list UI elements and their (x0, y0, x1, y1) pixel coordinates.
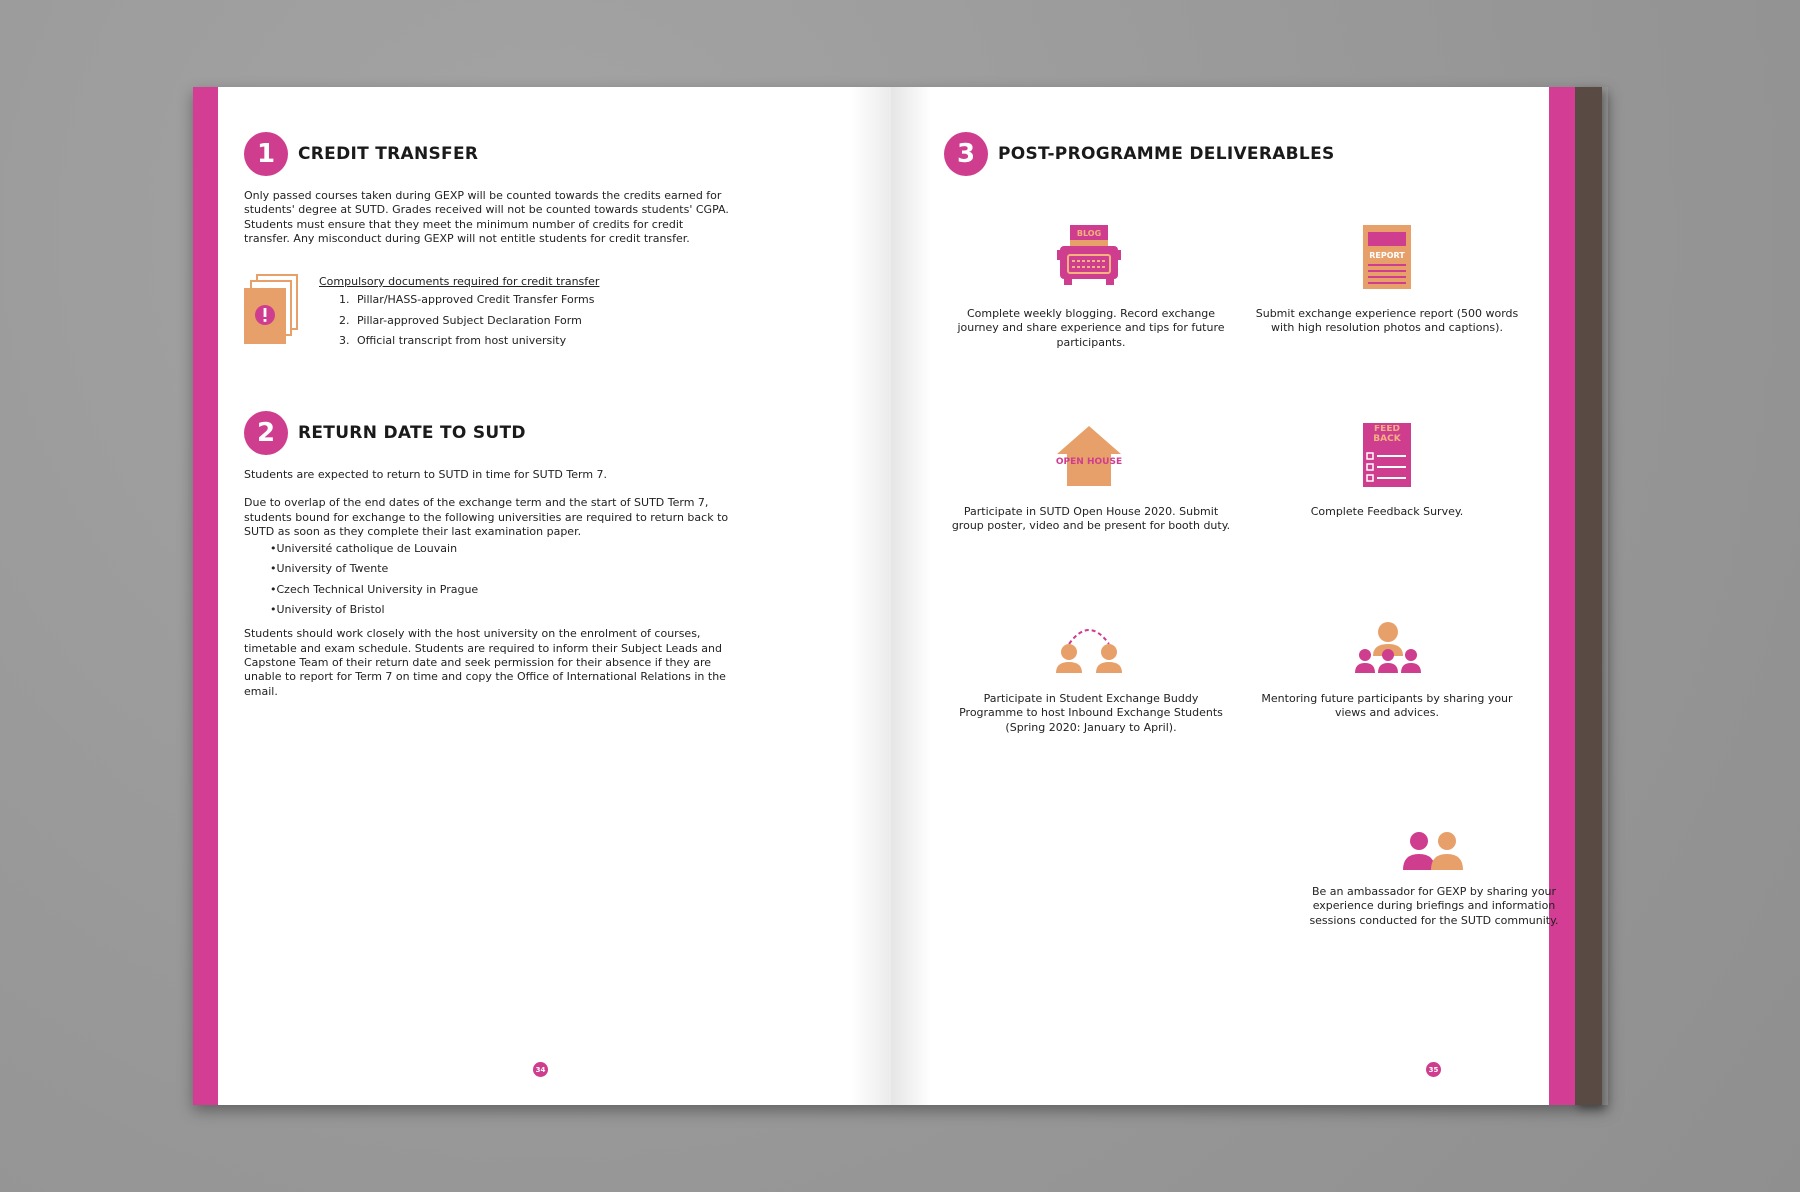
buddy-programme-icon (1054, 622, 1124, 674)
documents-heading: Compulsory documents required for credit transfer (319, 275, 600, 288)
list-item: 1. Pillar/HASS-approved Credit Transfer Forms (353, 293, 719, 307)
deliverable-feedback: Complete Feedback Survey. (1310, 505, 1464, 518)
report-icon (1362, 224, 1412, 290)
deliverable-mentoring: Mentoring future participants by sharing your views and advices. (1261, 692, 1513, 720)
left-page (193, 87, 891, 1105)
right-page (891, 87, 1575, 1105)
list-item: 3. Official transcript from host university (353, 334, 719, 348)
deliverable-blogging: Complete weekly blogging. Record exchange journey and share experience and tips for future participants. (957, 307, 1225, 349)
page-number-right: 35 (1426, 1062, 1441, 1077)
section-title-deliverables: POST-PROGRAMME DELIVERABLES (998, 144, 1335, 164)
back-cover-edge (1575, 87, 1602, 1105)
deliverable-buddy: Participate in Student Exchange Buddy Programme to host Inbound Exchange Students (Spring 2020: January to April). (959, 692, 1223, 734)
documents-list (319, 293, 719, 348)
credit-transfer-text: Only passed courses taken during GEXP will be counted towards the credits earned for students' degree at SUTD. Grades received will not be counted towards students' CGPA. Students must ensure that they meet the minimum number of credits for credit transfer. Any misconduct during GEXP will not entitle students for credit transfer. (244, 189, 729, 245)
page-number-left: 34 (533, 1062, 548, 1077)
section-title-credit-transfer: CREDIT TRANSFER (298, 144, 479, 164)
list-item: • University of Twente (270, 562, 734, 576)
list-item: • Czech Technical University in Prague (270, 583, 734, 597)
return-date-para2: Due to overlap of the end dates of the exchange term and the start of SUTD Term 7, students bound for exchange to the following universities are required to return back to SUTD as soon as they complete their last examination paper. (244, 496, 729, 538)
list-item: • University of Bristol (270, 603, 734, 617)
right-gutter-shadow (891, 87, 931, 1105)
ambassador-pair-icon (1401, 831, 1467, 871)
booklet-spread (193, 87, 1608, 1105)
section-number-3: 3 (944, 132, 988, 176)
report-label: REPORT (1369, 251, 1405, 260)
feedback-label: FEED BACK (1373, 425, 1401, 444)
section-number-2: 2 (244, 411, 288, 455)
typewriter-blog-icon (1056, 224, 1122, 290)
documents-alert-icon (243, 274, 299, 346)
open-house-icon (1056, 425, 1122, 487)
documents-block (319, 275, 719, 354)
open-house-label: OPEN HOUSE (1056, 457, 1122, 467)
section-number-1: 1 (244, 132, 288, 176)
return-date-para1: Students are expected to return to SUTD in time for SUTD Term 7. (244, 468, 608, 481)
deliverable-ambassador: Be an ambassador for GEXP by sharing your experience during briefings and information sessions conducted for the SUTD community. (1309, 885, 1559, 927)
right-magenta-edge (1549, 87, 1575, 1105)
deliverable-report: Submit exchange experience report (500 words with high resolution photos and captions). (1255, 307, 1519, 335)
feedback-form-icon (1362, 422, 1412, 488)
return-date-content (244, 468, 734, 699)
blog-label: BLOG (1076, 229, 1102, 238)
left-gutter-shadow (851, 87, 891, 1105)
credit-transfer-paragraph (244, 189, 730, 246)
deliverable-open-house: Participate in SUTD Open House 2020. Submit group poster, video and be present for booth duty. (951, 505, 1231, 533)
list-item: • Université catholique de Louvain (270, 542, 734, 556)
left-magenta-edge (193, 87, 218, 1105)
section-title-return-date: RETURN DATE TO SUTD (298, 423, 526, 443)
mentoring-group-icon (1353, 622, 1423, 674)
return-date-para3: Students should work closely with the host university on the enrolment of courses, timetable and exam schedule. Students are required to inform their Subject Leads and Capstone Team of their return date and seek permission for their absence if they are unable to report for Term 7 on time and copy the Office of International Relations in the email. (244, 627, 726, 698)
list-item: 2. Pillar-approved Subject Declaration Form (353, 314, 719, 328)
universities-list (244, 542, 734, 617)
